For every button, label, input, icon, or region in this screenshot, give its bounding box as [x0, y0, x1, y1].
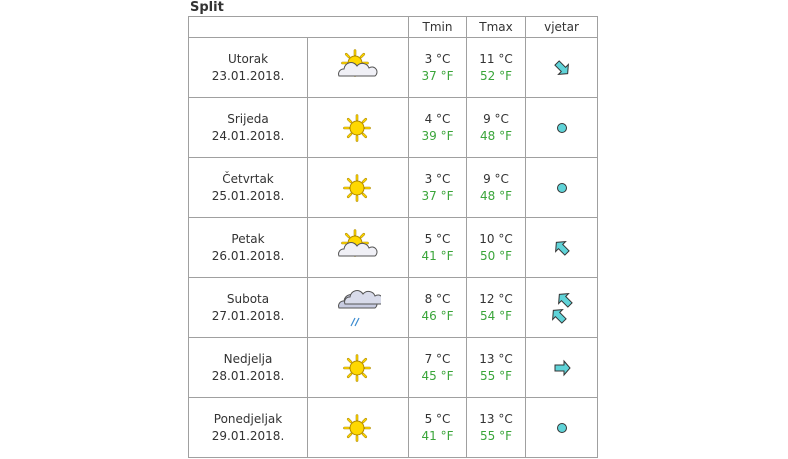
- arrow-down-right-icon: [550, 56, 574, 80]
- sun-behind-cloud-icon: [335, 228, 381, 268]
- tmin-celsius: 7 °C: [424, 351, 451, 366]
- tmax-cell: [467, 398, 526, 458]
- day-cell: [189, 218, 308, 278]
- tmax-fahrenheit: 55 °F: [480, 428, 512, 443]
- day-date: 25.01.2018.: [211, 188, 285, 203]
- wind-cell: [526, 338, 598, 398]
- day-date: 23.01.2018.: [211, 68, 285, 83]
- city-title: Split: [190, 0, 224, 15]
- weather-icon-cell: [308, 38, 409, 98]
- tmin-fahrenheit: 37 °F: [421, 188, 454, 203]
- day-name: Četvrtak: [222, 171, 274, 186]
- tmax-cell: [467, 38, 526, 98]
- tmax-fahrenheit: 54 °F: [480, 308, 512, 323]
- sun-icon: [335, 408, 381, 448]
- tmin-fahrenheit: 45 °F: [421, 368, 454, 383]
- day-date: 27.01.2018.: [211, 308, 285, 323]
- tmin-celsius: 3 °C: [424, 171, 451, 186]
- tmin-cell: [409, 98, 467, 158]
- table-row: [189, 158, 598, 218]
- tmin-fahrenheit: 37 °F: [421, 68, 454, 83]
- tmin-celsius: 3 °C: [424, 51, 451, 66]
- tmin-fahrenheit: 39 °F: [421, 128, 454, 143]
- arrow-up-left-icon: [550, 236, 574, 260]
- weather-icon-cell: [308, 338, 409, 398]
- sun-icon: [335, 348, 381, 388]
- tmax-celsius: 13 °C: [479, 411, 513, 426]
- day-date: 28.01.2018.: [211, 368, 285, 383]
- day-name: Utorak: [227, 51, 269, 66]
- header-blank: [189, 17, 409, 38]
- wind-cell: [526, 398, 598, 458]
- tmax-fahrenheit: 48 °F: [480, 188, 512, 203]
- tmin-fahrenheit: 46 °F: [421, 308, 454, 323]
- day-cell: [189, 338, 308, 398]
- tmax-celsius: 9 °C: [483, 111, 509, 126]
- calm-dot-icon: [550, 176, 574, 200]
- tmax-cell: [467, 218, 526, 278]
- header-row: [189, 17, 598, 38]
- double-arrow-up-left-icon: [547, 290, 577, 326]
- calm-dot-icon: [550, 416, 574, 440]
- wind-cell: [526, 278, 598, 338]
- tmin-cell: [409, 158, 467, 218]
- tmin-celsius: 4 °C: [424, 111, 451, 126]
- day-name: Nedjelja: [223, 351, 273, 366]
- wind-cell: [526, 38, 598, 98]
- tmin-cell: [409, 218, 467, 278]
- day-date: 29.01.2018.: [211, 428, 285, 443]
- table-row: [189, 278, 598, 338]
- tmax-celsius: 13 °C: [479, 351, 513, 366]
- tmin-cell: [409, 398, 467, 458]
- tmax-celsius: 12 °C: [479, 291, 513, 306]
- tmin-celsius: 5 °C: [424, 231, 451, 246]
- sun-icon: [335, 108, 381, 148]
- day-name: Srijeda: [227, 111, 269, 126]
- sun-behind-cloud-icon: [335, 48, 381, 88]
- tmax-cell: [467, 338, 526, 398]
- calm-dot-icon: [550, 116, 574, 140]
- table-row: [189, 98, 598, 158]
- tmax-fahrenheit: 55 °F: [480, 368, 512, 383]
- table-row: [189, 38, 598, 98]
- day-cell: [189, 278, 308, 338]
- sun-icon: [335, 168, 381, 208]
- wind-cell: [526, 158, 598, 218]
- day-cell: [189, 38, 308, 98]
- tmax-fahrenheit: 50 °F: [480, 248, 512, 263]
- tmin-cell: [409, 38, 467, 98]
- tmax-fahrenheit: 48 °F: [480, 128, 512, 143]
- header-tmax: Tmax: [467, 17, 526, 38]
- weather-icon-cell: [308, 98, 409, 158]
- tmax-celsius: 9 °C: [483, 171, 509, 186]
- table-row: [189, 398, 598, 458]
- tmax-fahrenheit: 52 °F: [480, 68, 512, 83]
- tmin-fahrenheit: 41 °F: [421, 248, 454, 263]
- tmin-cell: [409, 338, 467, 398]
- tmin-fahrenheit: 41 °F: [421, 428, 454, 443]
- day-date: 26.01.2018.: [211, 248, 285, 263]
- tmin-celsius: 5 °C: [424, 411, 451, 426]
- wind-cell: [526, 98, 598, 158]
- cloud-rain-icon: [335, 288, 381, 328]
- day-name: Petak: [231, 231, 265, 246]
- day-date: 24.01.2018.: [211, 128, 285, 143]
- day-name: Subota: [226, 291, 270, 306]
- day-cell: [189, 398, 308, 458]
- table-row: [189, 338, 598, 398]
- wind-cell: [526, 218, 598, 278]
- tmax-cell: [467, 278, 526, 338]
- tmax-cell: [467, 158, 526, 218]
- tmax-celsius: 10 °C: [479, 231, 513, 246]
- weather-icon-cell: [308, 398, 409, 458]
- day-cell: [189, 158, 308, 218]
- tmax-celsius: 11 °C: [479, 51, 513, 66]
- arrow-right-icon: [550, 356, 574, 380]
- weather-icon-cell: [308, 278, 409, 338]
- day-cell: [189, 98, 308, 158]
- tmin-cell: [409, 278, 467, 338]
- day-name: Ponedjeljak: [213, 411, 283, 426]
- header-wind: vjetar: [526, 17, 598, 38]
- forecast-table: [188, 16, 598, 458]
- table-row: [189, 218, 598, 278]
- header-tmin: Tmin: [409, 17, 467, 38]
- weather-icon-cell: [308, 158, 409, 218]
- tmin-celsius: 8 °C: [424, 291, 451, 306]
- weather-icon-cell: [308, 218, 409, 278]
- tmax-cell: [467, 98, 526, 158]
